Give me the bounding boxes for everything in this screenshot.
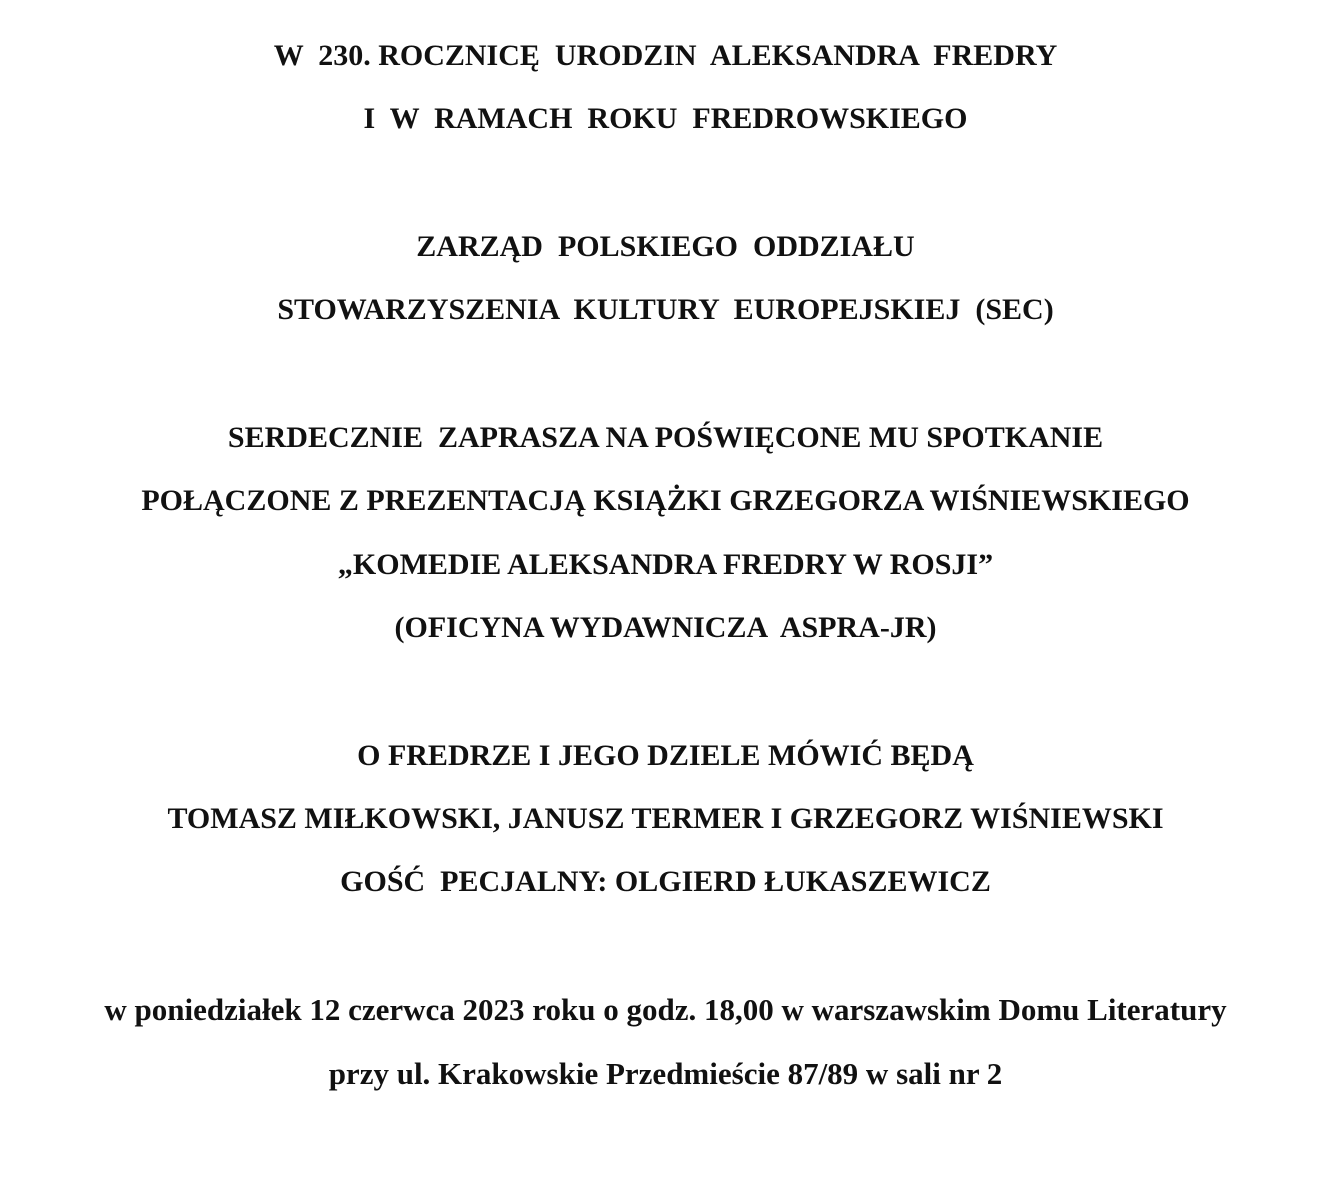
book-title: „KOMEDIE ALEKSANDRA FREDRY W ROSJI” bbox=[337, 548, 994, 581]
event-address: przy ul. Krakowskie Przedmieście 87/89 w sali nr 2 bbox=[328, 1056, 1003, 1091]
invitation-line-1: SERDECZNIE ZAPRASZA NA POŚWIĘCONE MU SPOTKANIE bbox=[227, 421, 1104, 454]
organizer-line-2: STOWARZYSZENIA KULTURY EUROPEJSKIEJ (SEC) bbox=[277, 293, 1054, 326]
speakers-intro: O FREDRZE I JEGO DZIELE MÓWIĆ BĘDĄ bbox=[357, 739, 974, 772]
speakers-names: TOMASZ MIŁKOWSKI, JANUSZ TERMER I GRZEGORZ WIŚNIEWSKI bbox=[167, 802, 1164, 835]
special-guest: GOŚĆ PECJALNY: OLGIERD ŁUKASZEWICZ bbox=[340, 865, 991, 898]
heading-line-2: I W RAMACH ROKU FREDROWSKIEGO bbox=[363, 102, 968, 135]
organizer-line-1: ZARZĄD POLSKIEGO ODDZIAŁU bbox=[416, 230, 915, 263]
invitation-line-2: POŁĄCZONE Z PREZENTACJĄ KSIĄŻKI GRZEGORZA WIŚNIEWSKIEGO bbox=[141, 484, 1190, 517]
heading-line-1: W 230. ROCZNICĘ URODZIN ALEKSANDRA FREDRY bbox=[273, 39, 1058, 72]
publisher: (OFICYNA WYDAWNICZA ASPRA-JR) bbox=[394, 611, 937, 644]
event-date-place: w poniedziałek 12 czerwca 2023 roku o godz. 18,00 w warszawskim Domu Literatury bbox=[104, 992, 1227, 1027]
